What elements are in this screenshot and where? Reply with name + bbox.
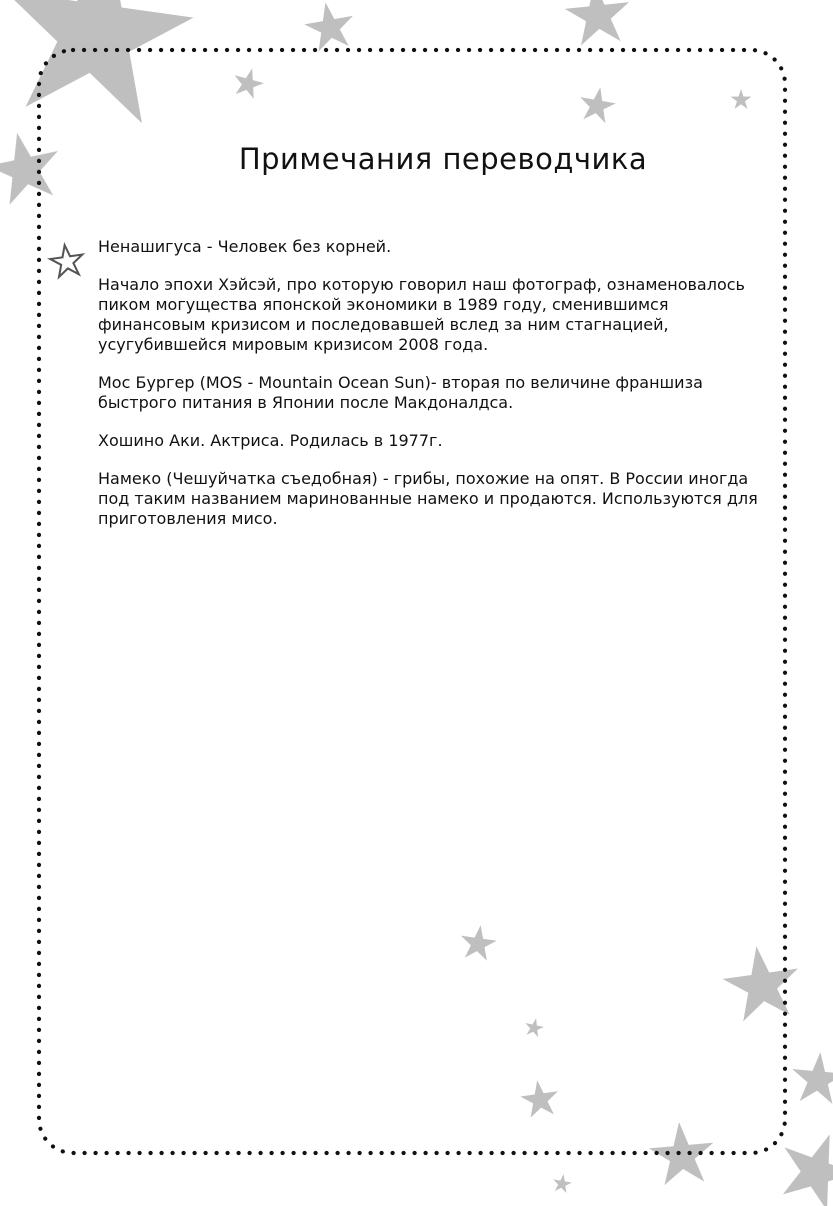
star-icon bbox=[731, 89, 752, 109]
note-heisei-era: Начало эпохи Хэйсэй, про которую говорил наш фотограф, ознаменовалось пиком могущества японской экономики в 1989 году, сменившимся финансовым кризисом и последовавшей вслед за ним стагнацией, усугубившейся мировым кризисом 2008 года. bbox=[98, 275, 745, 354]
notes-content bbox=[98, 142, 768, 547]
star-icon bbox=[551, 1173, 573, 1194]
note-nameko: Намеко (Чешуйчатка съедобная) - грибы, похожие на опят. В России иногда под таким названием маринованные намеко и продаются. Используются для приготовления мисо. bbox=[98, 469, 758, 528]
star-icon bbox=[0, 125, 67, 207]
star-icon bbox=[577, 84, 619, 124]
star-icon bbox=[719, 941, 804, 1023]
star-icon bbox=[562, 0, 633, 47]
star-icon bbox=[769, 1121, 833, 1206]
star-icon bbox=[301, 0, 358, 53]
star-icon bbox=[0, 0, 203, 128]
star-icon bbox=[789, 1050, 833, 1105]
star-icon bbox=[458, 923, 499, 962]
star-icon bbox=[523, 1016, 545, 1038]
star-outline-icon bbox=[49, 243, 85, 278]
page-title: Примечания переводчика bbox=[238, 142, 648, 176]
note-nenashigusa: Ненашигуса - Человек без корней. bbox=[98, 237, 392, 256]
note-mos-burger: Мос Бургер (MOS - Mountain Ocean Sun)- вторая по величине франшиза быстрого питания в Японии после Макдоналдса. bbox=[98, 373, 703, 412]
note-hoshino-aki: Хошино Аки. Актриса. Родилась в 1977г. bbox=[98, 431, 443, 450]
star-icon bbox=[518, 1078, 561, 1119]
star-icon bbox=[230, 65, 267, 101]
